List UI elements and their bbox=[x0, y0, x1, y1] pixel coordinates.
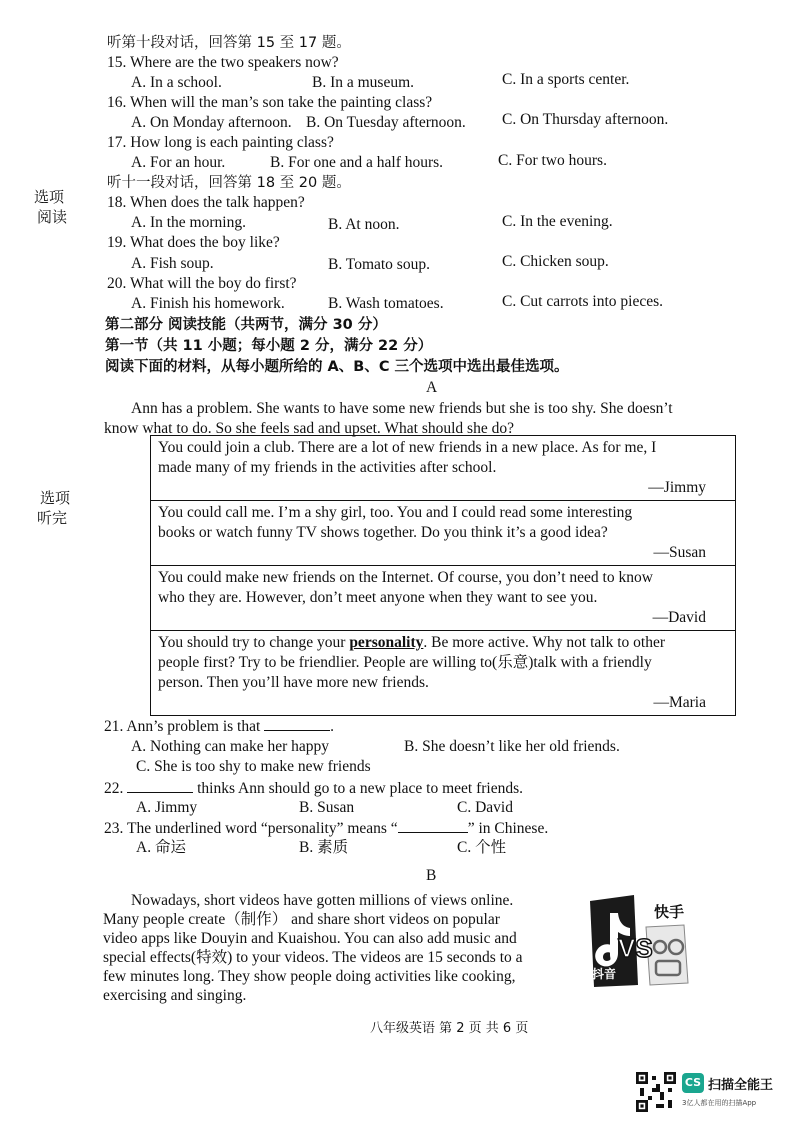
question-text: 23. The underlined word “personality” means “ bbox=[104, 820, 398, 837]
passage-a-intro-line2: know what to do. So she feels sad and upset. What should she do? bbox=[104, 420, 514, 437]
answer-blank[interactable] bbox=[264, 716, 330, 731]
question-22 bbox=[104, 778, 523, 799]
question-19: 19. What does the boy like? bbox=[107, 234, 280, 251]
part-2-title: 第二部分 阅读技能（共两节，满分 30 分） bbox=[105, 317, 387, 333]
camscanner-tagline: 3亿人都在用的扫描App bbox=[682, 1099, 757, 1107]
question-23 bbox=[104, 818, 548, 839]
advice-text-line: You could call me. I’m a shy girl, too. You and I could read some interesting bbox=[158, 504, 633, 521]
q21-option-a: A. Nothing can make her happy bbox=[131, 738, 329, 755]
advice-table bbox=[150, 435, 736, 716]
question-text: thinks Ann should go to a new place to meet friends. bbox=[197, 780, 523, 797]
q15-option-a: A. In a school. bbox=[131, 74, 222, 91]
side-note-2-line2: 听完 bbox=[37, 509, 68, 527]
question-text: 21. Ann’s problem is that bbox=[104, 718, 261, 735]
q23-option-c: C. 个性 bbox=[457, 839, 507, 856]
advice-text-line bbox=[158, 633, 728, 653]
advice-text-line: who they are. However, don’t meet anyone when they want to see you. bbox=[158, 589, 598, 606]
q22-option-a: A. Jimmy bbox=[136, 799, 198, 816]
passage-b-line6: exercising and singing. bbox=[103, 987, 247, 1004]
q18-option-c: C. In the evening. bbox=[502, 213, 613, 230]
underlined-word-personality: personality bbox=[349, 634, 424, 651]
advice-text-line: books or watch funny TV shows together. Do you think it’s a good idea? bbox=[158, 524, 608, 541]
question-15: 15. Where are the two speakers now? bbox=[107, 54, 339, 71]
side-note-1-line1: 选项 bbox=[34, 188, 65, 206]
q16-option-b: B. On Tuesday afternoon. bbox=[306, 114, 466, 131]
q18-option-b: B. At noon. bbox=[328, 216, 400, 233]
passage-b-line1: Nowadays, short videos have gotten millions of views online. bbox=[131, 892, 514, 909]
q18-option-a: A. In the morning. bbox=[131, 214, 246, 231]
camscanner-badge: CS bbox=[682, 1073, 704, 1093]
advice-signature: —Maria bbox=[653, 694, 706, 711]
side-note-2-line1: 选项 bbox=[40, 489, 71, 507]
q17-option-b: B. For one and a half hours. bbox=[270, 154, 444, 171]
passage-a-intro-line1: Ann has a problem. She wants to have some new friends but she is too shy. She doesn’t bbox=[131, 400, 673, 417]
page-footer: 八年级英语 第 2 页 共 6 页 bbox=[370, 1021, 529, 1036]
advice-text-line: You could make new friends on the Internet. Of course, you don’t need to know bbox=[158, 569, 653, 586]
question-20: 20. What will the boy do first? bbox=[107, 275, 297, 292]
question-text: 22. bbox=[104, 780, 124, 797]
advice-text-part: You should try to change your bbox=[158, 634, 350, 651]
passage-b-label: B bbox=[426, 867, 437, 884]
q21-option-c: C. She is too shy to make new friends bbox=[136, 758, 371, 775]
q19-option-c: C. Chicken soup. bbox=[502, 253, 609, 270]
douyin-vs-kuaishou-image bbox=[588, 895, 698, 987]
passage-b-line3: video apps like Douyin and Kuaishou. You can also add music and bbox=[103, 930, 517, 947]
advice-jimmy bbox=[151, 436, 735, 501]
answer-blank[interactable] bbox=[398, 818, 468, 833]
advice-signature: —Jimmy bbox=[648, 479, 706, 496]
q19-option-b: B. Tomato soup. bbox=[328, 256, 430, 273]
q22-option-c: C. David bbox=[457, 799, 513, 816]
section-11-title: 听十一段对话，回答第 18 至 20 题。 bbox=[107, 175, 351, 191]
section-1-title: 第一节（共 11 小题；每小题 2 分，满分 22 分） bbox=[105, 338, 433, 354]
passage-b-line5: few minutes long. They show people doing activities like cooking, bbox=[103, 968, 516, 985]
q17-option-a: A. For an hour. bbox=[131, 154, 226, 171]
advice-text-line: made many of my friends in the activities after school. bbox=[158, 459, 497, 476]
section-10-title: 听第十段对话，回答第 15 至 17 题。 bbox=[107, 35, 351, 51]
qr-code-icon bbox=[636, 1072, 676, 1112]
douyin-label: 抖音 bbox=[592, 967, 617, 981]
q19-option-a: A. Fish soup. bbox=[131, 255, 214, 272]
reading-instruction: 阅读下面的材料，从每小题所给的 A、B、C 三个选项中选出最佳选项。 bbox=[105, 359, 569, 375]
advice-signature: —Susan bbox=[653, 544, 706, 561]
advice-maria bbox=[151, 631, 735, 715]
advice-text-line: person. Then you’ll have more new friends. bbox=[158, 674, 429, 691]
question-16: 16. When will the man’s son take the painting class? bbox=[107, 94, 433, 111]
advice-signature: —David bbox=[652, 609, 706, 626]
q15-option-b: B. In a museum. bbox=[312, 74, 415, 91]
q16-option-c: C. On Thursday afternoon. bbox=[502, 111, 669, 128]
advice-text-line: people first? Try to be friendlier. People are willing to(乐意)talk with a friendly bbox=[158, 654, 652, 671]
q20-option-b: B. Wash tomatoes. bbox=[328, 295, 444, 312]
advice-text-part: . Be more active. Why not talk to other bbox=[423, 634, 665, 651]
q21-option-b: B. She doesn’t like her old friends. bbox=[404, 738, 620, 755]
q23-option-a: A. 命运 bbox=[136, 839, 186, 856]
q20-option-a: A. Finish his homework. bbox=[131, 295, 285, 312]
passage-a-label: A bbox=[426, 379, 438, 396]
q15-option-c: C. In a sports center. bbox=[502, 71, 630, 88]
advice-text-line: You could join a club. There are a lot of new friends in a new place. As for me, I bbox=[158, 439, 657, 456]
q22-option-b: B. Susan bbox=[299, 799, 355, 816]
question-17: 17. How long is each painting class? bbox=[107, 134, 334, 151]
question-text: . bbox=[330, 718, 335, 735]
vs-label: VS bbox=[618, 933, 653, 963]
answer-blank[interactable] bbox=[127, 778, 193, 793]
side-note-1-line2: 阅读 bbox=[37, 208, 68, 226]
question-18: 18. When does the talk happen? bbox=[107, 194, 305, 211]
kuaishou-label: 快手 bbox=[654, 903, 685, 921]
question-21 bbox=[104, 716, 334, 737]
advice-david bbox=[151, 566, 735, 631]
q20-option-c: C. Cut carrots into pieces. bbox=[502, 293, 663, 310]
passage-b-line2: Many people create（制作） and share short videos on popular bbox=[103, 911, 500, 928]
q17-option-c: C. For two hours. bbox=[498, 152, 607, 169]
passage-b-line4: special effects(特效) to your videos. The videos are 15 seconds to a bbox=[103, 949, 523, 966]
question-text: ” in Chinese. bbox=[467, 820, 549, 837]
q23-option-b: B. 素质 bbox=[299, 839, 349, 856]
q16-option-a: A. On Monday afternoon. bbox=[131, 114, 292, 131]
camscanner-name: 扫描全能王 bbox=[708, 1078, 774, 1093]
advice-susan bbox=[151, 501, 735, 566]
